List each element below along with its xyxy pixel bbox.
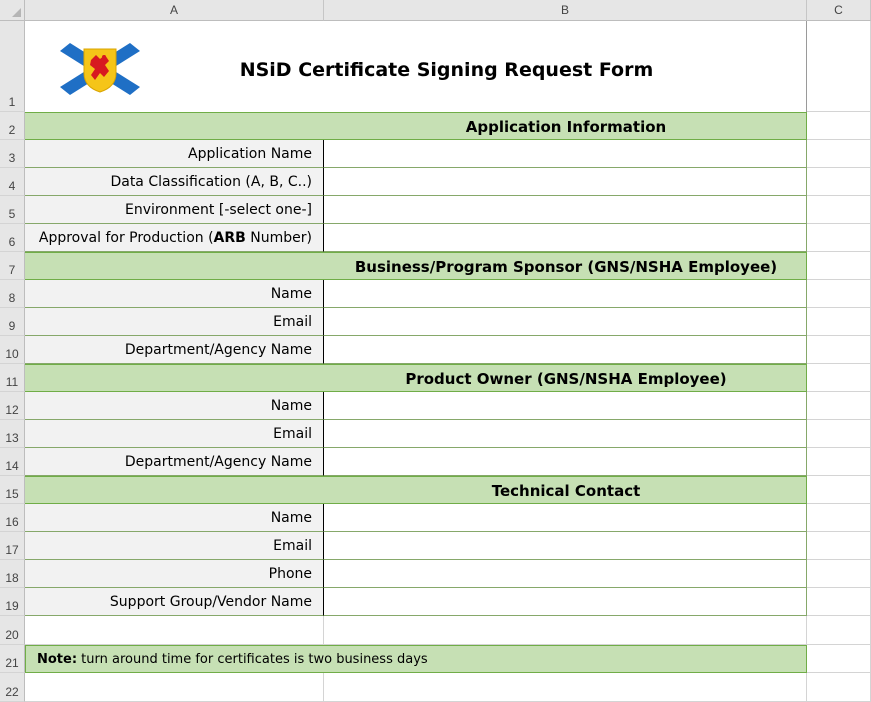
cell-c2[interactable] (807, 112, 871, 140)
row-header-18[interactable]: 18 (0, 560, 25, 588)
cell-c5[interactable] (807, 196, 871, 224)
label-tech-email: Email (25, 532, 324, 560)
column-header-c[interactable]: C (807, 0, 871, 21)
section-business-sponsor[interactable] (25, 252, 807, 280)
label-tech-support-group: Support Group/Vendor Name (25, 588, 324, 616)
row-header-19[interactable]: 19 (0, 588, 25, 616)
cell-c17[interactable] (807, 532, 871, 560)
row-header-11[interactable]: 11 (0, 364, 25, 392)
input-owner-name[interactable] (324, 392, 807, 420)
row-header-1[interactable]: 1 (0, 21, 25, 112)
label-owner-department: Department/Agency Name (25, 448, 324, 476)
input-application-name[interactable] (324, 140, 807, 168)
cell-c14[interactable] (807, 448, 871, 476)
label-owner-email: Email (25, 420, 324, 448)
cell-a22[interactable] (25, 673, 324, 702)
cell-c10[interactable] (807, 336, 871, 364)
cell-c6[interactable] (807, 224, 871, 252)
section-heading: Technical Contact (491, 482, 641, 500)
label-sponsor-department: Department/Agency Name (25, 336, 324, 364)
cell-c8[interactable] (807, 280, 871, 308)
cell-c19[interactable] (807, 588, 871, 616)
row-header-6[interactable]: 6 (0, 224, 25, 252)
select-all-corner[interactable] (0, 0, 25, 21)
label-sponsor-email: Email (25, 308, 324, 336)
note-label: Note: (37, 651, 78, 667)
note-text: turn around time for certificates is two business days (77, 651, 428, 667)
input-tech-phone[interactable] (324, 560, 807, 588)
label-environment: Environment [-select one-] (25, 196, 324, 224)
label-owner-name: Name (25, 392, 324, 420)
approval-suffix: Number) (245, 229, 312, 246)
cell-c20[interactable] (807, 616, 871, 645)
row-header-10[interactable]: 10 (0, 336, 25, 364)
cell-b22[interactable] (324, 673, 807, 702)
input-sponsor-name[interactable] (324, 280, 807, 308)
row-header-13[interactable]: 13 (0, 420, 25, 448)
input-tech-name[interactable] (324, 504, 807, 532)
column-header-a[interactable]: A (25, 0, 324, 21)
row-header-20[interactable]: 20 (0, 616, 25, 645)
cell-c12[interactable] (807, 392, 871, 420)
section-product-owner[interactable] (25, 364, 807, 392)
row-header-15[interactable]: 15 (0, 476, 25, 504)
row-header-5[interactable]: 5 (0, 196, 25, 224)
approval-prefix: Approval for Production ( (38, 229, 214, 246)
cell-c9[interactable] (807, 308, 871, 336)
input-environment[interactable] (324, 196, 807, 224)
row-header-3[interactable]: 3 (0, 140, 25, 168)
label-application-name: Application Name (25, 140, 324, 168)
note-cell[interactable] (25, 645, 807, 673)
title-cell[interactable] (25, 21, 807, 112)
column-header-b[interactable]: B (324, 0, 807, 21)
input-owner-department[interactable] (324, 448, 807, 476)
section-application-information[interactable] (25, 112, 807, 140)
cell-c3[interactable] (807, 140, 871, 168)
row-header-8[interactable]: 8 (0, 280, 25, 308)
row-header-16[interactable]: 16 (0, 504, 25, 532)
cell-c15[interactable] (807, 476, 871, 504)
section-heading: Product Owner (GNS/NSHA Employee) (405, 370, 727, 388)
input-sponsor-department[interactable] (324, 336, 807, 364)
input-approval-for-production[interactable] (324, 224, 807, 252)
row-header-9[interactable]: 9 (0, 308, 25, 336)
row-header-4[interactable]: 4 (0, 168, 25, 196)
input-data-classification[interactable] (324, 168, 807, 196)
cell-c16[interactable] (807, 504, 871, 532)
label-tech-phone: Phone (25, 560, 324, 588)
approval-arb: ARB (213, 229, 246, 246)
cell-c13[interactable] (807, 420, 871, 448)
cell-b20[interactable] (324, 616, 807, 645)
row-header-2[interactable]: 2 (0, 112, 25, 140)
row-header-7[interactable]: 7 (0, 252, 25, 280)
section-heading: Business/Program Sponsor (GNS/NSHA Employee) (354, 258, 778, 276)
cell-c22[interactable] (807, 673, 871, 702)
cell-a20[interactable] (25, 616, 324, 645)
cell-c18[interactable] (807, 560, 871, 588)
section-technical-contact[interactable] (25, 476, 807, 504)
label-approval-for-production (25, 224, 324, 252)
section-heading: Application Information (465, 118, 667, 136)
cell-c7[interactable] (807, 252, 871, 280)
input-tech-email[interactable] (324, 532, 807, 560)
label-data-classification: Data Classification (A, B, C..) (25, 168, 324, 196)
cell-c21[interactable] (807, 645, 871, 673)
label-sponsor-name: Name (25, 280, 324, 308)
cell-c11[interactable] (807, 364, 871, 392)
input-tech-support-group[interactable] (324, 588, 807, 616)
select-all-triangle-icon (12, 8, 21, 17)
cell-c1[interactable] (807, 21, 871, 112)
row-header-21[interactable]: 21 (0, 645, 25, 673)
input-owner-email[interactable] (324, 420, 807, 448)
row-header-17[interactable]: 17 (0, 532, 25, 560)
row-header-12[interactable]: 12 (0, 392, 25, 420)
form-title: NSiD Certificate Signing Request Form (239, 59, 654, 81)
cell-c4[interactable] (807, 168, 871, 196)
row-header-14[interactable]: 14 (0, 448, 25, 476)
row-header-22[interactable]: 22 (0, 673, 25, 702)
label-tech-name: Name (25, 504, 324, 532)
input-sponsor-email[interactable] (324, 308, 807, 336)
